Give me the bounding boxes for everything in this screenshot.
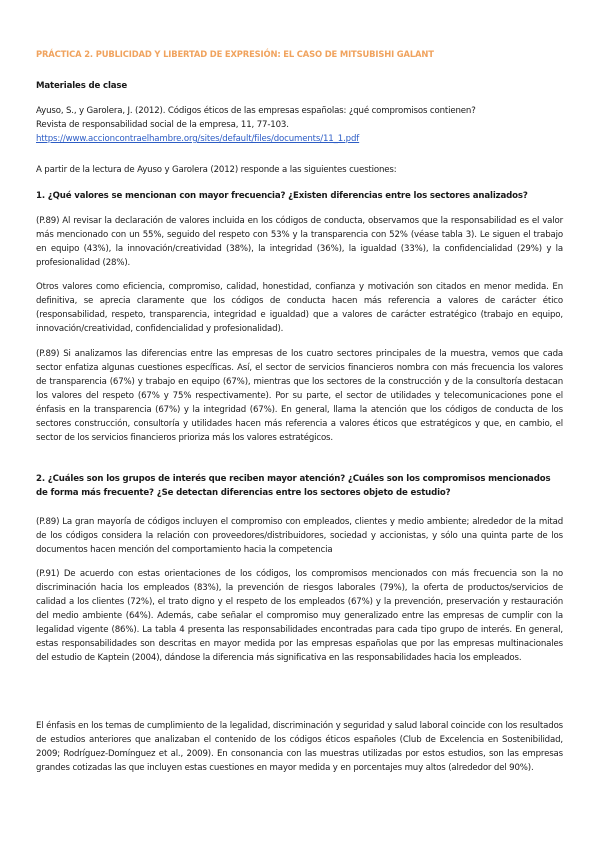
question-1: 1. ¿Qué valores se mencionan con mayor frecuencia? ¿Existen diferencias entre los sectores analizados?: [36, 191, 528, 201]
answer-2-paragraph-3: El énfasis en los temas de cumplimiento de la legalidad, discriminación y seguridad y salud laboral coincide con los resultados de estudios anteriores que analizaban el contenido de los códigos éticos españoles (Club de Excelencia en Sostenibilidad, 2009; Rodríguez-Domínguez et al., 2009). En consonancia con las muestras utilizadas por estos estudios, son las empresas grandes cotizadas las que incluyen estas cuestiones en mayor medida y en porcentajes muy altos (alrededor del 90%).: [36, 721, 563, 773]
bibliographic-reference: [36, 104, 563, 146]
answer-2-paragraph-2: (P.91) De acuerdo con estas orientaciones de los códigos, los compromisos mencionados con más frecuencia son la no discriminación hacia los empleados (83%), la prevención de riesgos laborales (79%), la oferta de productos/servicios de calidad a los clientes (72%), el trato digno y el respeto de los empleados (67%) y la prevención, preservación y restauración del medio ambiente (64%). Además, cabe señalar el compromiso muy generalizado entre las empresas de cumplir con la legalidad vigente (86%). La tabla 4 presenta las responsabilidades encontradas para cada tipo grupo de interés. En general, estas responsabilidades son descritas en mayor medida por las empresas españolas que por las empresas multinacionales del estudio de Kaptein (2004), dándose la diferencia más significativa en las responsabilidades hacia los empleados.: [36, 569, 563, 663]
answer-2-paragraph-1: (P.89) La gran mayoría de códigos incluyen el compromiso con empleados, clientes y medio ambiente; alrededor de la mitad de los códigos considera la relación con proveedores/distribuidores, sociedad y accionistas, y sólo una quinta parte de los documentos hacen mención del comportamiento hacia la competencia: [36, 517, 563, 555]
reference-url-link[interactable]: https://www.accioncontraelhambre.org/sites/default/files/documents/11_1.pdf: [36, 134, 360, 144]
question-2: 2. ¿Cuáles son los grupos de interés que reciben mayor atención? ¿Cuáles son los compromisos mencionados de forma más frecuente? ¿Se detectan diferencias entre los sectores objeto de estudio?: [36, 474, 551, 498]
answer-1-paragraph-3: (P.89) Si analizamos las diferencias entre las empresas de los cuatro sectores principales de la muestra, vemos que cada sector enfatiza algunas cuestiones específicas. Así, el sector de servicios financieros nombra con más frecuencia los valores de transparencia (67%) y trabajo en equipo (67%), mientras que los sectores de la construcción y de la consultoría destacan los valores del respeto (67% y 75% respectivamente). Por su parte, el sector de utilidades y telecomunicaciones pone el énfasis en la transparencia (67%) y la integridad (67%). En general, llama la atención que los códigos de conducta de los sectores construcción, consultoría y utilidades hacen más referencia a valores éticos que estratégicos y que, en cambio, el sector de los servicios financieros prioriza más los valores estratégicos.: [36, 349, 563, 443]
section-heading: Materiales de clase: [36, 81, 128, 91]
intro-paragraph: A partir de la lectura de Ayuso y Garolera (2012) responde a las siguientes cuestiones:: [36, 165, 397, 175]
answer-1-paragraph-2: Otros valores como eficiencia, compromiso, calidad, honestidad, confianza y motivación son citados en menor medida. En definitiva, se aprecia claramente que los códigos de conducta hacen más referencia a valores de carácter ético (responsabilidad, respeto, transparencia, integridad e igualdad) que a valores de carácter estratégico (trabajo en equipo, innovación/creatividad, confidencialidad y profesionalidad).: [36, 282, 563, 334]
reference-line-2: Revista de responsabilidad social de la empresa, 11, 77-103.: [36, 120, 289, 130]
reference-line-1: Ayuso, S., y Garolera, J. (2012). Códigos éticos de las empresas españolas: ¿qué compromisos contienen?: [36, 106, 476, 116]
document-title: PRÁCTICA 2. PUBLICIDAD Y LIBERTAD DE EXPRESIÓN: EL CASO DE MITSUBISHI GALANT: [36, 49, 434, 59]
answer-1-paragraph-1: (P.89) Al revisar la declaración de valores incluida en los códigos de conducta, observamos que la responsabilidad es el valor más mencionado con un 55%, seguido del respeto con 53% y la transparencia con 52% (véase tabla 3). Le siguen el trabajo en equipo (43%), la innovación/creatividad (38%), la integridad (36%), la igualdad (33%), la confidencialidad (29%) y la profesionalidad (28%).: [36, 216, 563, 268]
